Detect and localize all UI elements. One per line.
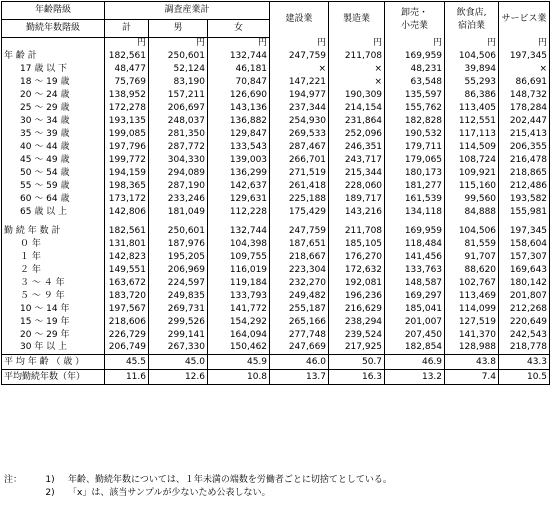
table-cell: 136,299 xyxy=(208,166,270,179)
table-cell: 247,669 xyxy=(270,341,329,354)
industry-header-retail: 卸売・ 小売業 xyxy=(385,2,445,38)
row-label: 平 均 年 齢 （ 歳 ） xyxy=(2,354,105,369)
table-cell: 113,405 xyxy=(445,101,499,114)
table-row xyxy=(2,354,550,369)
table-cell: 13.2 xyxy=(385,369,445,384)
industry-header-hospitality: 飲食店, 宿泊業 xyxy=(445,2,499,38)
row-label: 25 ～ 29 歳 xyxy=(2,101,105,114)
table-cell: 201,007 xyxy=(385,315,445,328)
table-cell: 249,835 xyxy=(149,289,208,302)
table-cell: 218,606 xyxy=(105,315,149,328)
table-cell: 265,166 xyxy=(270,315,329,328)
unit-cell: 円 xyxy=(149,38,208,50)
row-label-tenure-header: 勤続年数階級 xyxy=(2,20,105,38)
unit-cell: 円 xyxy=(329,38,385,50)
table-cell: 86,386 xyxy=(445,88,499,101)
table-cell: 304,330 xyxy=(149,153,208,166)
table-cell: 183,720 xyxy=(105,289,149,302)
industry-header-manufacturing: 製造業 xyxy=(329,2,385,38)
table-cell: 246,351 xyxy=(329,140,385,153)
table-cell: 238,294 xyxy=(329,315,385,328)
table-cell: 134,118 xyxy=(385,205,445,218)
row-label: ２ 年 xyxy=(2,263,105,276)
table-cell: 75,769 xyxy=(105,75,149,88)
row-label: 45 ～ 49 歳 xyxy=(2,153,105,166)
table-cell: 133,793 xyxy=(208,289,270,302)
unit-cell: 円 xyxy=(270,38,329,50)
table-cell: 88,620 xyxy=(445,263,499,276)
table-cell: 243,717 xyxy=(329,153,385,166)
table-cell: × xyxy=(329,62,385,75)
table-cell: 178,284 xyxy=(499,101,550,114)
unit-cell: 円 xyxy=(208,38,270,50)
table-row xyxy=(2,192,550,205)
footnote-text: 「x」は、該当サンプルが少ないため公表しない。 xyxy=(68,488,271,498)
row-label: 40 ～ 44 歳 xyxy=(2,140,105,153)
table-cell: 99,560 xyxy=(445,192,499,205)
table-cell: 180,173 xyxy=(385,166,445,179)
table-cell: 215,413 xyxy=(499,127,550,140)
table-cell: 142,823 xyxy=(105,250,149,263)
table-cell: 48,477 xyxy=(105,62,149,75)
table-cell: 269,533 xyxy=(270,127,329,140)
table-cell: 226,729 xyxy=(105,328,149,341)
table-cell: 231,864 xyxy=(329,114,385,127)
table-cell: 206,355 xyxy=(499,140,550,153)
row-label: 55 ～ 59 歳 xyxy=(2,179,105,192)
table-row xyxy=(2,328,550,341)
table-cell: 176,270 xyxy=(329,250,385,263)
table-cell: 86,691 xyxy=(499,75,550,88)
table-row xyxy=(2,237,550,250)
row-label: 17 歳 以 下 xyxy=(2,62,105,75)
unit-cell: 円 xyxy=(385,38,445,50)
table-cell: 281,350 xyxy=(149,127,208,140)
unit-cell: 円 xyxy=(105,38,149,50)
row-label: 年 齢 計 xyxy=(2,49,105,62)
table-cell: 141,370 xyxy=(445,328,499,341)
table-cell: 114,509 xyxy=(445,140,499,153)
table-cell: 193,582 xyxy=(499,192,550,205)
table-cell: 91,707 xyxy=(445,250,499,263)
table-cell: 218,865 xyxy=(499,166,550,179)
table-cell: × xyxy=(499,62,550,75)
row-label: 30 年 以 上 xyxy=(2,341,105,354)
table-row xyxy=(2,341,550,354)
table-cell: 189,717 xyxy=(329,192,385,205)
footnote-number: 1) xyxy=(45,475,55,485)
table-cell: 127,519 xyxy=(445,315,499,328)
table-cell: 143,136 xyxy=(208,101,270,114)
table-cell: 252,096 xyxy=(329,127,385,140)
row-label: 65 歳 以 上 xyxy=(2,205,105,218)
table-cell: 181,277 xyxy=(385,179,445,192)
table-row xyxy=(2,263,550,276)
table-cell: 157,211 xyxy=(149,88,208,101)
table-row xyxy=(2,166,550,179)
table-cell: 147,221 xyxy=(270,75,329,88)
row-label: 勤 続 年 数 計 xyxy=(2,224,105,237)
row-label: 10 ～ 14 年 xyxy=(2,302,105,315)
table-cell: 139,003 xyxy=(208,153,270,166)
row-label: 15 ～ 19 年 xyxy=(2,315,105,328)
table-cell: 112,228 xyxy=(208,205,270,218)
table-cell: 43.8 xyxy=(445,354,499,369)
table-cell: 172,632 xyxy=(329,263,385,276)
table-cell: 131,801 xyxy=(105,237,149,250)
table-cell: 16.3 xyxy=(329,369,385,384)
table-cell: 197,345 xyxy=(499,49,550,62)
table-cell: 115,160 xyxy=(445,179,499,192)
table-cell: 133,543 xyxy=(208,140,270,153)
table-cell: 132,744 xyxy=(208,224,270,237)
table-cell: 109,921 xyxy=(445,166,499,179)
table-cell: 169,297 xyxy=(385,289,445,302)
table-row xyxy=(2,127,550,140)
sub-header-male: 男 xyxy=(149,20,208,38)
table-cell: 202,447 xyxy=(499,114,550,127)
row-label: 60 ～ 64 歳 xyxy=(2,192,105,205)
table-cell: 216,478 xyxy=(499,153,550,166)
sub-header-female: 女 xyxy=(208,20,270,38)
table-cell: 12.6 xyxy=(149,369,208,384)
table-cell: 7.4 xyxy=(445,369,499,384)
industry-header-services: サービス業 xyxy=(499,2,550,38)
table-cell: 155,762 xyxy=(385,101,445,114)
table-cell: 225,188 xyxy=(270,192,329,205)
table-cell: 194,977 xyxy=(270,88,329,101)
sub-header-total: 計 xyxy=(105,20,149,38)
table-cell: × xyxy=(329,75,385,88)
table-cell: 161,539 xyxy=(385,192,445,205)
table-cell: 196,236 xyxy=(329,289,385,302)
table-row xyxy=(2,179,550,192)
table-cell: 45.0 xyxy=(149,354,208,369)
table-cell: 211,708 xyxy=(329,49,385,62)
table-cell: 182,854 xyxy=(385,341,445,354)
table-cell: 113,469 xyxy=(445,289,499,302)
table-cell: 136,882 xyxy=(208,114,270,127)
table-cell: 198,365 xyxy=(105,179,149,192)
table-cell: 187,976 xyxy=(149,237,208,250)
group-header-total: 調査産業計 xyxy=(105,2,270,20)
table-cell: 157,307 xyxy=(499,250,550,263)
table-cell: 192,081 xyxy=(329,276,385,289)
table-cell: 199,085 xyxy=(105,127,149,140)
table-cell: 215,344 xyxy=(329,166,385,179)
table-cell: 207,450 xyxy=(385,328,445,341)
table-cell: 287,190 xyxy=(149,179,208,192)
footnotes xyxy=(4,474,392,500)
row-label: 平均勤続年数（年） xyxy=(2,369,105,384)
table-cell: 190,532 xyxy=(385,127,445,140)
table-cell: 163,672 xyxy=(105,276,149,289)
row-label: 20 ～ 29 年 xyxy=(2,328,105,341)
table-cell: 218,667 xyxy=(270,250,329,263)
table-cell: 45.9 xyxy=(208,354,270,369)
row-label: 50 ～ 54 歳 xyxy=(2,166,105,179)
table-cell: 194,159 xyxy=(105,166,149,179)
table-cell: 169,959 xyxy=(385,49,445,62)
table-cell: 223,304 xyxy=(270,263,329,276)
table-cell: 104,506 xyxy=(445,49,499,62)
table-cell: 233,246 xyxy=(149,192,208,205)
table-cell: 142,637 xyxy=(208,179,270,192)
footnote-2 xyxy=(4,487,392,500)
table-cell: 118,484 xyxy=(385,237,445,250)
table-cell: 197,345 xyxy=(499,224,550,237)
table-cell: 104,398 xyxy=(208,237,270,250)
table-cell: 250,601 xyxy=(149,224,208,237)
row-label: ５ ～ ９ 年 xyxy=(2,289,105,302)
table-cell: 48,231 xyxy=(385,62,445,75)
table-cell: 214,154 xyxy=(329,101,385,114)
table-cell: 185,105 xyxy=(329,237,385,250)
table-cell: 287,467 xyxy=(270,140,329,153)
table-cell: 150,462 xyxy=(208,341,270,354)
table-cell: 248,037 xyxy=(149,114,208,127)
table-cell: 239,524 xyxy=(329,328,385,341)
table-cell: 197,796 xyxy=(105,140,149,153)
table-cell: 50.7 xyxy=(329,354,385,369)
footnote-text: 年齢、勤続年数については、１年未満の端数を労働者ごとに切捨てとしている。 xyxy=(68,475,392,485)
table-row xyxy=(2,62,550,75)
table-cell: 212,486 xyxy=(499,179,550,192)
table-row xyxy=(2,101,550,114)
table-cell: 158,604 xyxy=(499,237,550,250)
table-cell: 70,847 xyxy=(208,75,270,88)
row-label: 20 ～ 24 歳 xyxy=(2,88,105,101)
row-label: 35 ～ 39 歳 xyxy=(2,127,105,140)
table-cell: 190,309 xyxy=(329,88,385,101)
table-cell: 46.0 xyxy=(270,354,329,369)
table-row xyxy=(2,315,550,328)
table-cell: 182,828 xyxy=(385,114,445,127)
table-cell: 83,190 xyxy=(149,75,208,88)
table-cell: 43.3 xyxy=(499,354,550,369)
table-row xyxy=(2,224,550,237)
table-cell: 249,482 xyxy=(270,289,329,302)
table-row xyxy=(2,75,550,88)
table-cell: 129,847 xyxy=(208,127,270,140)
table-cell: 180,142 xyxy=(499,276,550,289)
table-cell: 155,981 xyxy=(499,205,550,218)
table-row xyxy=(2,276,550,289)
table-cell: 179,065 xyxy=(385,153,445,166)
footnote-1 xyxy=(4,474,392,487)
table-cell: 164,094 xyxy=(208,328,270,341)
table-cell: 224,597 xyxy=(149,276,208,289)
table-cell: 108,724 xyxy=(445,153,499,166)
table-cell: 247,759 xyxy=(270,224,329,237)
unit-cell: 円 xyxy=(499,38,550,50)
table-cell: 148,587 xyxy=(385,276,445,289)
table-cell: 109,755 xyxy=(208,250,270,263)
table-cell: 104,506 xyxy=(445,224,499,237)
table-cell: 294,089 xyxy=(149,166,208,179)
footnote-prefix: 注： xyxy=(4,475,23,485)
table-cell: 247,759 xyxy=(270,49,329,62)
table-row xyxy=(2,88,550,101)
table-cell: 195,205 xyxy=(149,250,208,263)
table-cell: 187,651 xyxy=(270,237,329,250)
table-cell: 46,181 xyxy=(208,62,270,75)
table-row xyxy=(2,140,550,153)
table-cell: 261,418 xyxy=(270,179,329,192)
table-cell: 206,969 xyxy=(149,263,208,276)
row-label-age-header: 年齢階級 xyxy=(2,2,105,20)
row-label: 18 ～ 19 歳 xyxy=(2,75,105,88)
table-cell: 179,711 xyxy=(385,140,445,153)
table-cell: 141,456 xyxy=(385,250,445,263)
table-cell: 211,708 xyxy=(329,224,385,237)
table-cell: 269,731 xyxy=(149,302,208,315)
table-cell: 129,631 xyxy=(208,192,270,205)
table-cell: 45.5 xyxy=(105,354,149,369)
table-cell: 10.5 xyxy=(499,369,550,384)
table-cell: 46.9 xyxy=(385,354,445,369)
table-cell: 142,806 xyxy=(105,205,149,218)
table-cell: 299,526 xyxy=(149,315,208,328)
table-cell: 255,187 xyxy=(270,302,329,315)
table-cell: 271,519 xyxy=(270,166,329,179)
table-cell: 138,952 xyxy=(105,88,149,101)
table-cell: 206,749 xyxy=(105,341,149,354)
table-cell: 11.6 xyxy=(105,369,149,384)
row-label: 30 ～ 34 歳 xyxy=(2,114,105,127)
table-cell: 218,778 xyxy=(499,341,550,354)
table-cell: 119,184 xyxy=(208,276,270,289)
table-cell: 173,172 xyxy=(105,192,149,205)
table-cell: 175,429 xyxy=(270,205,329,218)
table-cell: 201,807 xyxy=(499,289,550,302)
table-cell: 133,763 xyxy=(385,263,445,276)
table-cell: 112,551 xyxy=(445,114,499,127)
table-cell: 172,278 xyxy=(105,101,149,114)
table-cell: 117,113 xyxy=(445,127,499,140)
table-cell: 114,099 xyxy=(445,302,499,315)
table-cell: 13.7 xyxy=(270,369,329,384)
table-cell: 199,772 xyxy=(105,153,149,166)
table-cell: 182,561 xyxy=(105,224,149,237)
table-cell: 39,894 xyxy=(445,62,499,75)
table-row xyxy=(2,114,550,127)
table-cell: 206,697 xyxy=(149,101,208,114)
table-cell: 197,567 xyxy=(105,302,149,315)
table-cell: 254,930 xyxy=(270,114,329,127)
table-row xyxy=(2,250,550,263)
table-cell: 116,019 xyxy=(208,263,270,276)
table-cell: 81,559 xyxy=(445,237,499,250)
table-cell: 84,888 xyxy=(445,205,499,218)
table-cell: 63,548 xyxy=(385,75,445,88)
table-row xyxy=(2,369,550,384)
table-cell: 52,124 xyxy=(149,62,208,75)
table-cell: 55,293 xyxy=(445,75,499,88)
table-cell: 169,959 xyxy=(385,224,445,237)
table-cell: 287,772 xyxy=(149,140,208,153)
table-cell: 102,767 xyxy=(445,276,499,289)
table-cell: 169,643 xyxy=(499,263,550,276)
table-cell: 237,344 xyxy=(270,101,329,114)
table-cell: 193,135 xyxy=(105,114,149,127)
table-cell: 212,268 xyxy=(499,302,550,315)
table-cell: 135,597 xyxy=(385,88,445,101)
table-cell: 128,988 xyxy=(445,341,499,354)
table-cell: 267,330 xyxy=(149,341,208,354)
table-cell: 185,041 xyxy=(385,302,445,315)
table-cell: 143,216 xyxy=(329,205,385,218)
table-cell: 182,561 xyxy=(105,49,149,62)
table-row xyxy=(2,289,550,302)
table-cell: 232,270 xyxy=(270,276,329,289)
table-cell: 277,748 xyxy=(270,328,329,341)
table-row xyxy=(2,205,550,218)
table-cell: 148,732 xyxy=(499,88,550,101)
table-cell: 141,772 xyxy=(208,302,270,315)
table-row xyxy=(2,49,550,62)
footnote-number: 2) xyxy=(45,488,55,498)
table-cell: 10.8 xyxy=(208,369,270,384)
table-cell: 250,601 xyxy=(149,49,208,62)
industry-header-construction: 建設業 xyxy=(270,2,329,38)
table-cell: 149,551 xyxy=(105,263,149,276)
unit-label-cell xyxy=(2,38,105,50)
table-cell: 220,649 xyxy=(499,315,550,328)
table-row xyxy=(2,302,550,315)
table-cell: 299,141 xyxy=(149,328,208,341)
table-cell: 216,629 xyxy=(329,302,385,315)
table-cell: 132,744 xyxy=(208,49,270,62)
wage-table xyxy=(1,1,550,385)
table-cell: 266,701 xyxy=(270,153,329,166)
table-cell: 242,543 xyxy=(499,328,550,341)
unit-cell: 円 xyxy=(445,38,499,50)
row-label: ３ ～ ４ 年 xyxy=(2,276,105,289)
table-cell: 217,925 xyxy=(329,341,385,354)
table-cell: × xyxy=(270,62,329,75)
table-cell: 154,292 xyxy=(208,315,270,328)
table-row xyxy=(2,153,550,166)
row-label: ０ 年 xyxy=(2,237,105,250)
row-label: １ 年 xyxy=(2,250,105,263)
table-cell: 181,049 xyxy=(149,205,208,218)
table-cell: 126,690 xyxy=(208,88,270,101)
table-cell: 228,060 xyxy=(329,179,385,192)
